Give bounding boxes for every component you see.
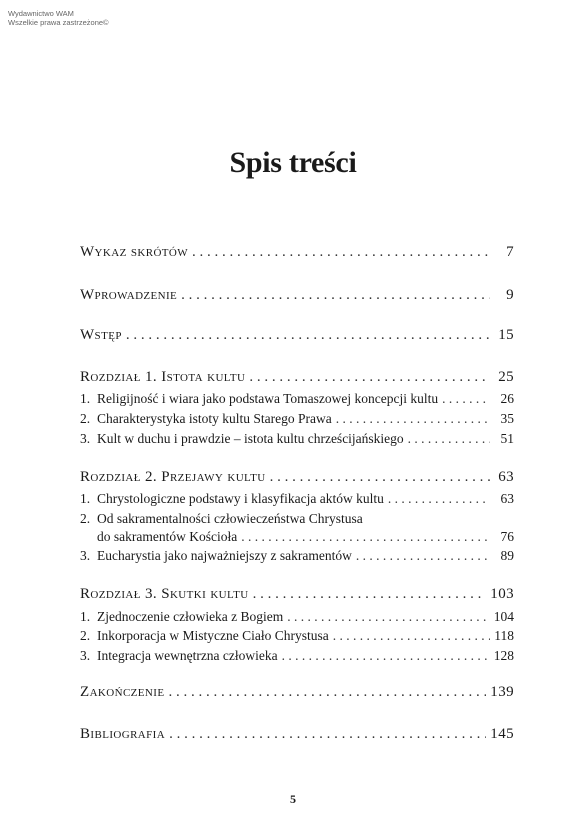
toc-page-number: 76 [500,529,514,544]
leader-dots [241,528,490,546]
watermark-publisher: Wydawnictwo WAM [8,9,74,18]
toc-entry-label: Wstęp [80,327,122,343]
section-title: Zjednoczenie człowieka z Bogiem [97,609,284,624]
leader-dots [249,368,490,386]
toc-entry-wykaz[interactable] [80,243,514,261]
toc-chapter-1[interactable] [80,368,514,386]
toc-page-number: 139 [490,684,514,700]
toc-page-number: 9 [506,287,514,303]
leader-dots [126,326,490,344]
leader-dots [333,627,490,645]
section-number: 3. [80,648,91,663]
publisher-watermark [8,9,109,27]
section-number: 1. [80,391,91,406]
leader-dots [168,683,486,701]
section-number: 2. [80,411,91,426]
toc-section-1-1[interactable] [80,390,514,408]
toc-entry-bibliografia[interactable] [80,725,514,743]
toc-entry-label: Bibliografia [80,726,166,742]
leader-dots [169,725,486,743]
toc-section-1-3[interactable] [80,430,514,448]
toc-page-number: 128 [493,648,514,663]
section-title: Charakterystyka istoty kultu Starego Prawa [97,411,332,426]
section-number: 2. [80,628,91,643]
toc-section-2-3[interactable] [80,547,514,565]
toc-section-3-3[interactable] [80,647,514,665]
toc-entry-wstep[interactable] [80,326,514,344]
toc-page-number: 145 [490,726,514,742]
toc-page-number: 104 [493,609,514,624]
toc-page-number: 63 [500,491,514,506]
toc-page-number: 103 [490,586,514,602]
toc-page-number: 63 [498,469,514,485]
section-title: Religijność i wiara jako podstawa Tomaszowej koncepcji kultu [97,391,439,406]
section-number: 2. [80,511,91,526]
section-number: 3. [80,548,91,563]
toc-section-3-2[interactable] [80,627,514,645]
toc-page-number: 25 [498,369,514,385]
leader-dots [181,286,490,304]
toc-entry-label: Rozdział 2. Przejawy kultu [80,469,266,485]
section-title-continued: do sakramentów Kościoła [97,529,238,544]
toc-section-2-1[interactable] [80,490,514,508]
toc-page-number: 26 [500,391,514,406]
section-title: Chrystologiczne podstawy i klasyfikacja aktów kultu [97,491,384,506]
section-title: Integracja wewnętrzna człowieka [97,648,278,663]
toc-section-2-2-continued[interactable] [80,528,514,546]
toc-page-number: 15 [498,327,514,343]
section-number: 1. [80,609,91,624]
leader-dots [287,608,489,626]
toc-section-3-1[interactable] [80,608,514,626]
toc-chapter-3[interactable] [80,585,514,603]
leader-dots [388,490,490,508]
leader-dots [270,468,490,486]
toc-entry-label: Rozdział 3. Skutki kultu [80,586,249,602]
leader-dots [336,410,490,428]
toc-page-number: 51 [500,431,514,446]
section-title: Od sakramentalności człowieczeństwa Chrystusa [97,511,363,526]
leader-dots [192,243,490,261]
leader-dots [356,547,490,565]
watermark-rights: Wszelkie prawa zastrzeżone© [8,18,109,27]
toc-page-number: 7 [506,244,514,260]
toc-entry-label: Wykaz skrótów [80,244,189,260]
toc-entry-zakonczenie[interactable] [80,683,514,701]
leader-dots [253,585,487,603]
toc-section-1-2[interactable] [80,410,514,428]
toc-page-number: 89 [500,548,514,563]
toc-entry-label: Rozdział 1. Istota kultu [80,369,246,385]
section-title: Inkorporacja w Mistyczne Ciało Chrystusa [97,628,329,643]
page-number: 5 [290,792,296,806]
toc-section-2-2[interactable] [80,510,514,528]
toc-entry-label: Wprowadzenie [80,287,178,303]
section-number: 1. [80,491,91,506]
toc-page-number: 118 [494,628,514,643]
leader-dots [282,647,490,665]
toc-chapter-2[interactable] [80,468,514,486]
section-title: Kult w duchu i prawdzie – istota kultu chrześcijańskiego [97,431,404,446]
page-title: Spis treści [229,146,357,179]
section-title: Eucharystia jako najważniejszy z sakramentów [97,548,352,563]
toc-entry-wprowadzenie[interactable] [80,286,514,304]
leader-dots [442,390,490,408]
section-number: 3. [80,431,91,446]
toc-page-number: 35 [500,411,514,426]
toc-entry-label: Zakończenie [80,684,165,700]
leader-dots [408,430,490,448]
